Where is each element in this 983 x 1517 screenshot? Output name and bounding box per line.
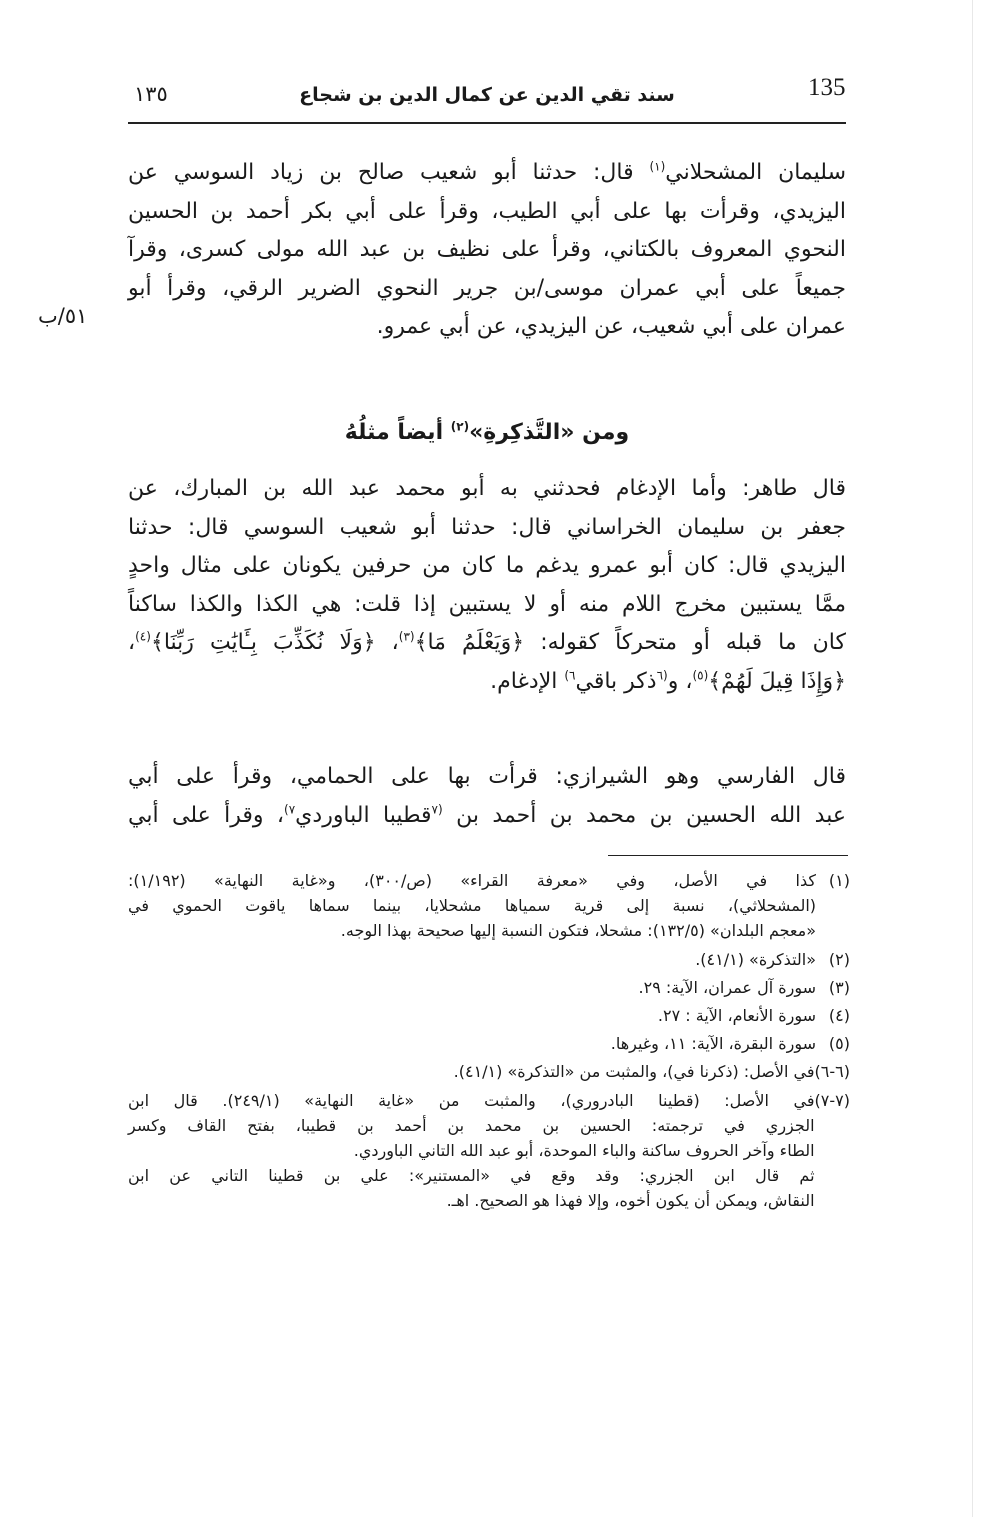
footnote-ref[interactable]: (٦: [656, 668, 668, 683]
footnote: [128, 1003, 850, 1028]
footnote-line: كذا في الأصل، وفي «معرفة القراء» (ص/٣٠٠)، و«غاية النهاية» (١/١٩٢):: [128, 871, 816, 890]
text-line: [128, 663, 846, 702]
text-run: ، وقرأ على أبي: [128, 802, 285, 828]
footnote: [128, 1059, 850, 1084]
footnote-line: النقاش، ويمكن أن يكون أخوه، وإلا فهذا هو الصحيح. اهـ.: [446, 1191, 815, 1211]
paragraph-3: [128, 758, 846, 835]
text-line: جميعاً على أبي عمران موسى/بن جرير النحوي الضرير الرقي، وقرأ أبو: [128, 275, 846, 301]
text-run: سليمان المشحلاني: [665, 160, 847, 185]
page-header: [128, 70, 846, 120]
footnote: [128, 1031, 850, 1056]
page-number-latin: 135: [808, 74, 846, 101]
text-run: قال: حدثنا أبو شعيب صالح بن زياد السوسي عن: [128, 160, 634, 185]
footnote-ref[interactable]: (٢): [450, 419, 470, 434]
footnote-line: (المشحلاثي)، نسبة إلى قرية سمياها مشحلايا، بينما سماها ياقوت الحموي في: [128, 896, 816, 916]
quran-quote: ﴿وَإِذَا قِيلَ لَهُمْ﴾: [708, 668, 846, 694]
footnote-line: في الأصل: (ذكرنا في)، والمثبت من «التذكرة» (٤١/١).: [453, 1062, 815, 1082]
section-heading: [128, 420, 846, 445]
text-run: الإدغام.: [490, 668, 565, 694]
text-line: [128, 154, 846, 193]
footnote-number: (٦-٦): [814, 1062, 850, 1082]
text-line: عمران على أبي شعيب، عن اليزيدي، عن أبي عمرو.: [376, 314, 846, 339]
footnote-number: (١): [828, 871, 850, 890]
heading-text: أيضاً مثلُهُ: [344, 420, 451, 445]
footnote-number: (٢): [828, 949, 850, 969]
text-run: ، و: [667, 668, 693, 694]
footnote: [128, 947, 850, 972]
footnotes: [128, 868, 850, 1217]
text-line: [128, 797, 846, 836]
text-line: اليزيدي، وقرأت بها على أبي الطيب، وقرأ على أبي بكر أحمد بن الحسين: [128, 198, 846, 224]
quran-quote: ، ﴿وَلَا نُكَذِّبَ بِـَٔايَٰتِ رَبِّنَا﴾: [150, 630, 399, 655]
text-line: النحوي المعروف بالكتاني، وقرأ على نظيف بن عبد الله مولى كسرى، وقرآ: [128, 237, 846, 262]
paragraph-2: [128, 470, 846, 701]
footnote-number: (٧-٧): [814, 1090, 850, 1110]
text-run: قطيبا الباوردي: [295, 802, 432, 828]
footnote-line: الطاء وآخر الحروف ساكنة والباء الموحدة، أبو عبد الله التاني الباوردي.: [353, 1141, 815, 1161]
footnote-number: (٥): [828, 1034, 850, 1054]
header-rule: [128, 122, 846, 124]
text-run: ذكر باقي: [575, 668, 657, 694]
footnote-ref[interactable]: (٧: [431, 802, 443, 817]
page-number-arabic: ١٣٥: [134, 82, 168, 106]
footnote-text: [128, 1003, 816, 1028]
text-line: ممَّا يستبين مخرج اللام منه أو لا يستبين إذا قلت: هي الكذا والكذا ساكناً: [128, 591, 846, 617]
paragraph-1: [128, 154, 846, 347]
manuscript-folio-marker: ٥١/ب: [38, 304, 88, 328]
footnote-text: [128, 975, 816, 1000]
footnote-text: [128, 1031, 816, 1056]
footnote-number: (٣): [828, 977, 850, 997]
scan-edge-line: [972, 0, 973, 1517]
heading-text: ومن «التَّذكِرةِ»: [469, 420, 630, 445]
footnote: [128, 1088, 850, 1214]
footnote-text: [128, 868, 816, 944]
footnote-line: في الأصل: (قطينا البادروري)، والمثبت من «غاية النهاية» (٢٤٩/١). قال ابن: [128, 1090, 815, 1110]
footnote: [128, 868, 850, 944]
footnote-line: سورة آل عمران، الآية: ٢٩.: [638, 977, 816, 997]
text-run: عبد الله الحسين بن محمد بن أحمد بن: [442, 802, 846, 828]
footnote-ref[interactable]: (٤): [135, 629, 151, 644]
footnote-text: [128, 1059, 815, 1084]
footnote-line: سورة البقرة، الآية: ١١، وغيرها.: [610, 1034, 816, 1054]
footnote-ref[interactable]: (٥): [692, 668, 709, 683]
footnote-number: (٤): [828, 1006, 850, 1026]
footnote-ref[interactable]: ٦): [564, 668, 576, 683]
footnote-ref[interactable]: (٣): [398, 629, 415, 644]
text-line: اليزيدي قال: كان أبو عمرو يدغم ما كان من حرفين يكونان على مثال واحدٍ: [128, 553, 846, 578]
footnote-ref[interactable]: (١): [649, 159, 666, 174]
footnote-line: «التذكرة» (٤١/١).: [695, 949, 816, 969]
text-line: قال طاهر: وأما الإدغام فحدثني به أبو محمد عبد الله بن المبارك، عن: [128, 476, 846, 501]
footnote-ref[interactable]: ٧): [284, 802, 296, 817]
quran-quote: كان ما قبله أو متحركاً كقوله: ﴿وَيَعْلَمُ مَا﴾: [414, 630, 846, 655]
text-line: قال الفارسي وهو الشيرازي: قرأت بها على الحمامي، وقرأ على أبي: [128, 764, 846, 789]
footnote-text: [128, 947, 816, 972]
footnote-line: سورة الأنعام، الآية : ٢٧.: [657, 1006, 816, 1026]
footnote-line: ثم قال ابن الجزري: وقد وقع في «المستنير»: علي بن قطينا التاني عن ابن: [128, 1166, 815, 1186]
footnote: [128, 975, 850, 1000]
text-line: كان ما قبله أو متحركاً كقوله: ﴿وَيَعْلَمُ مَا﴾$^{(٣)}$، ﴿وَلَا نُكَذِّبَ بِـَٔايَٰتِ رَبِّنَا﴾$^{(٤)}$،: [128, 629, 846, 655]
footnote-text: [128, 1088, 815, 1214]
footnote-line: «معجم البلدان» (١٣٢/٥): مشحلا، فتكون النسبة إليها صحيحة بهذا الوجه.: [340, 921, 816, 941]
running-title: سند تقي الدين عن كمال الدين بن شجاع: [299, 84, 675, 106]
text-line: جعفر بن سليمان الخراساني قال: حدثنا أبو شعيب السوسي قال: حدثنا: [128, 514, 846, 540]
footnote-separator: [608, 855, 848, 856]
footnote-line: الجزري في ترجمته: الحسين بن محمد بن أحمد بن قطيبا، بفتح القاف وكسر: [128, 1115, 815, 1135]
